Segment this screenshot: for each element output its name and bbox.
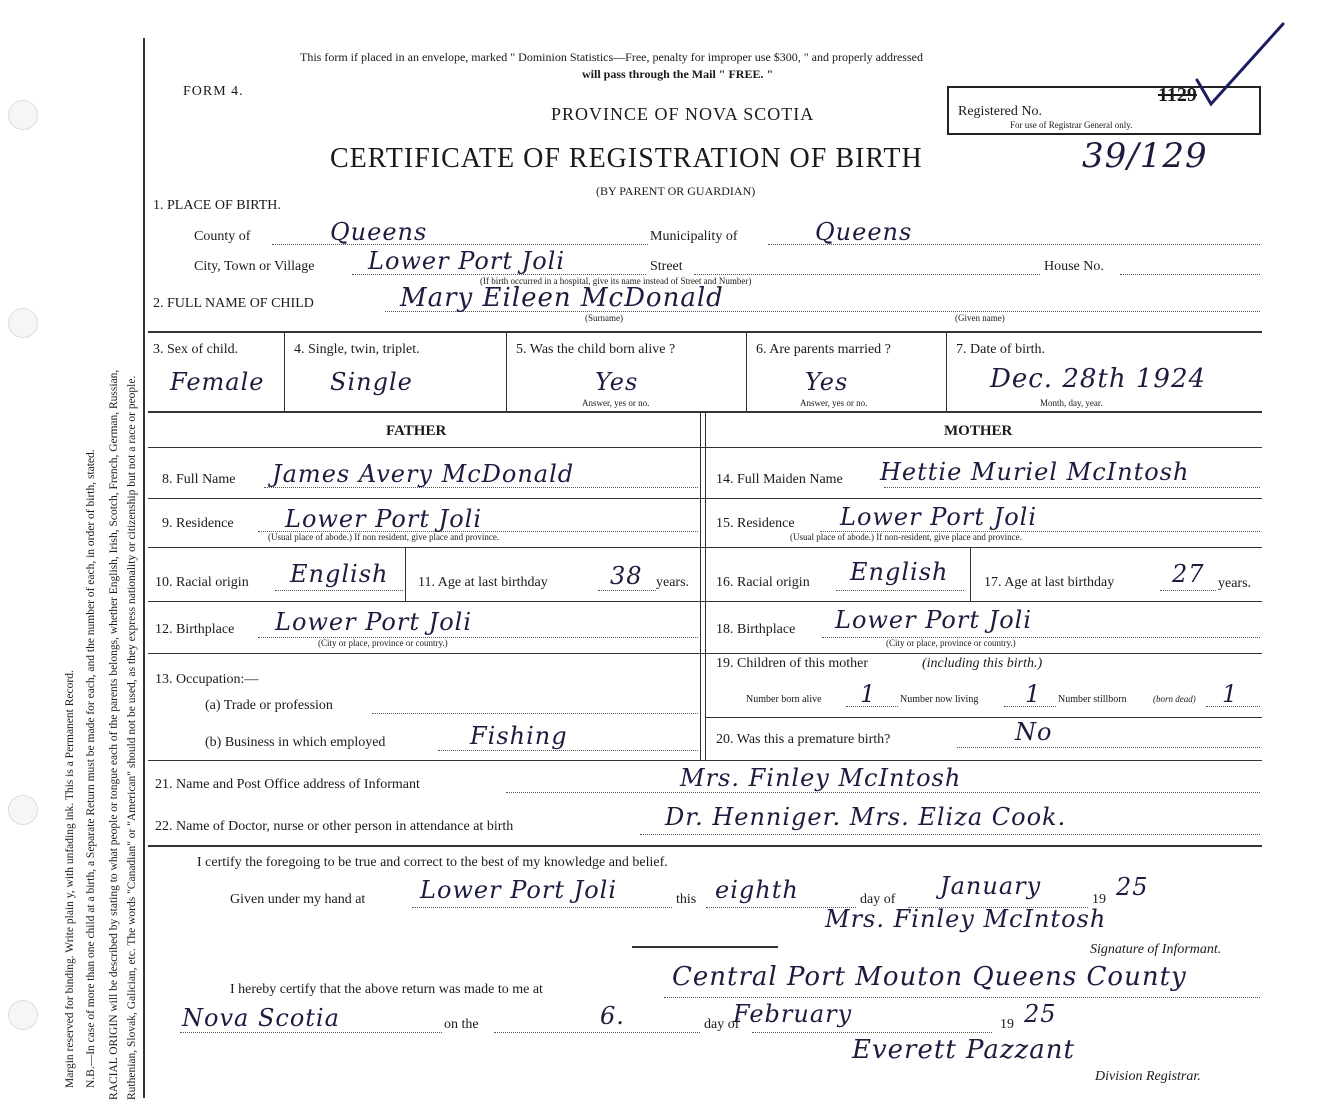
house-number-line [1120,274,1260,275]
county-value: Queens [330,218,428,246]
born-alive-label: 5. Was the child born alive ? [516,342,676,357]
mother-racial-origin-line [836,590,964,591]
stillborn-note: (born dead) [1153,694,1196,704]
mother-racial-origin-value: English [850,558,949,586]
surname-caption: (Surname) [585,313,623,323]
registrar-day-value: 6. [600,1002,625,1030]
mother-birthplace-label: 18. Birthplace [716,622,796,637]
mother-racial-origin-label: 16. Racial origin [716,575,810,590]
plurality-label: 4. Single, twin, triplet. [294,342,420,357]
registered-struck-number: 1129 [1158,84,1197,106]
side-note-line-1: Margin reserved for binding. Write plain y, with unfading ink. This is a Permanent Record. [64,670,76,1088]
parents-married-label: 6. Are parents married ? [756,342,891,357]
mother-residence-caption: (Usual place of abode.) If non-resident, give place and province. [790,532,1022,542]
informant-line [506,792,1260,793]
registrar-signature: Everett Pazzant [852,1035,1075,1065]
mother-age-line [1160,590,1216,591]
father-racial-origin-label: 10. Racial origin [155,575,249,590]
stillborn-label: Number stillborn [1058,694,1127,705]
rule-line [148,547,1262,548]
rule-line [746,331,747,411]
born-alive-count-value: 1 [860,680,877,708]
mother-years-label: years. [1218,576,1252,591]
registrar-place-value-2: Nova Scotia [182,1004,340,1032]
rule-line [148,760,1262,761]
father-racial-origin-line [275,590,403,591]
plurality-value: Single [330,368,413,396]
father-birthplace-value: Lower Port Joli [275,608,473,636]
parents-married-value: Yes [805,368,849,396]
registered-label: Registered No. [958,104,1042,119]
given-place-value: Lower Port Joli [420,876,618,904]
father-residence-caption: (Usual place of abode.) If non resident, give place and province. [268,532,500,542]
given-label: Given under my hand at [230,892,366,907]
certificate-title: CERTIFICATE OF REGISTRATION OF BIRTH [330,143,923,174]
street-note: (If birth occurred in a hospital, give its name instead of Street and Number) [480,276,752,286]
occupation-label: 13. Occupation:— [155,672,259,687]
doctor-label: 22. Name of Doctor, nurse or other person in attendance at birth [155,819,514,834]
trade-line [372,713,698,714]
children-label: 19. Children of this mother [716,656,869,671]
registrar-month-value: February [733,1000,853,1028]
now-living-label: Number now living [900,694,979,705]
county-label: County of [194,229,251,244]
registrar-place-value: Central Port Mouton Queens County [672,962,1187,992]
given-year-prefix: 19 [1092,892,1106,907]
mother-birthplace-value: Lower Port Joli [835,606,1033,634]
registrar-day-of-label: day of [704,1017,740,1032]
registrar-month-line [752,1032,992,1033]
answer-caption: Answer, yes or no. [800,398,868,408]
father-years-label: years. [656,575,690,590]
binding-margin-line [143,38,145,1098]
registrar-place-line-2 [180,1032,442,1033]
father-birthplace-caption: (City or place, province or country.) [318,638,448,648]
father-name-value: James Avery McDonald [272,460,575,488]
separator-line [632,946,778,948]
rule-line [148,601,1262,602]
given-year-value: 25 [1116,873,1149,901]
city-label: City, Town or Village [194,259,315,274]
premature-label: 20. Was this a premature birth? [716,732,891,747]
mother-age-value: 27 [1172,560,1205,588]
mother-residence-label: 15. Residence [716,516,795,531]
certificate-subtitle: (BY PARENT OR GUARDIAN) [596,184,756,198]
rule-line [148,447,1262,448]
form-number: FORM 4. [183,84,244,99]
premature-value: No [1015,718,1053,746]
registrar-certify-text: I hereby certify that the above return was made to me at [230,982,543,997]
child-name-value: Mary Eileen McDonald [400,283,724,313]
mother-heading: MOTHER [944,423,1013,439]
rule-line [284,331,285,411]
house-number-label: House No. [1044,259,1104,274]
mother-name-label: 14. Full Maiden Name [716,472,843,487]
father-residence-label: 9. Residence [162,516,234,531]
date-of-birth-caption: Month, day, year. [1040,398,1103,408]
registrar-signature-caption: Division Registrar. [1095,1069,1201,1084]
mother-age-label: 17. Age at last birthday [984,575,1115,590]
children-note: (including this birth.) [922,656,1043,671]
given-name-caption: (Given name) [955,313,1005,323]
envelope-note-2: will pass through the Mail " FREE. " [582,67,774,81]
child-name-label: 2. FULL NAME OF CHILD [153,296,314,311]
registrar-place-line [664,997,1260,998]
father-age-value: 38 [610,562,643,590]
certify-text: I certify the foregoing to be true and correct to the best of my knowledge and belief. [197,855,668,870]
trade-label: (a) Trade or profession [205,698,333,713]
date-of-birth-label: 7. Date of birth. [956,342,1046,357]
informant-signature-caption: Signature of Informant. [1090,942,1222,957]
informant-signature: Mrs. Finley McIntosh [825,905,1107,933]
rule-line [148,845,1262,847]
father-name-label: 8. Full Name [162,472,236,487]
born-alive-count-label: Number born alive [746,694,822,705]
envelope-note-1: This form if placed in an envelope, marked " Dominion Statistics—Free, penalty for improper use $300, " and properly addressed [300,50,923,64]
rule-line [970,547,971,601]
street-label: Street [650,259,683,274]
informant-label: 21. Name and Post Office address of Informant [155,777,420,792]
father-residence-value: Lower Port Joli [285,505,483,533]
rule-line [148,653,1262,654]
place-of-birth-label: 1. PLACE OF BIRTH. [153,198,281,213]
business-line [438,750,698,751]
given-month-value: January [940,872,1042,900]
rule-line [405,547,406,601]
mother-residence-value: Lower Port Joli [840,503,1038,531]
registrar-year-prefix: 19 [1000,1017,1014,1032]
county-line [272,244,648,245]
date-of-birth-value: Dec. 28th 1924 [990,364,1207,394]
doctor-line [640,834,1260,835]
column-divider [700,411,701,760]
premature-line [957,747,1260,748]
father-age-label: 11. Age at last birthday [418,575,548,590]
given-place-line [412,907,672,908]
father-age-line [598,590,656,591]
mother-birthplace-caption: (City or place, province or country.) [886,638,1016,648]
informant-value: Mrs. Finley McIntosh [680,764,962,792]
rule-line [148,331,1262,333]
this-label: this [676,892,697,907]
punch-hole [8,1000,38,1030]
given-day-value: eighth [715,876,799,904]
business-value: Fishing [470,722,568,750]
sex-value: Female [170,368,265,396]
registrar-general-note: For use of Registrar General only. [1010,120,1133,130]
stillborn-value: 1 [1222,680,1239,708]
now-living-value: 1 [1025,680,1042,708]
punch-hole [8,100,38,130]
registrar-day-line [494,1032,700,1033]
rule-line [946,331,947,411]
father-racial-origin-value: English [290,560,389,588]
registrar-on-the-label: on the [444,1017,479,1032]
doctor-value: Dr. Henniger. Mrs. Eliza Cook. [665,803,1067,831]
side-note-line-4: Ruthenian, Slovak, Galician, etc. The words "Canadian" or "American" should not be used, as they express nationality or citizenship but not a race or people. [126,375,138,1100]
given-day-of-label: day of [860,892,896,907]
check-mark-icon [1195,20,1290,110]
rule-line [506,331,507,411]
punch-hole [8,795,38,825]
rule-line [706,717,1262,718]
rule-line [148,498,1262,499]
column-divider [705,411,706,760]
side-note-line-2: N.B.—In case of more than one child at a birth, a Separate Return must be made for each, and the number of each, in order of birth, stated. [85,449,97,1088]
mother-name-line [884,487,1260,488]
punch-hole [8,308,38,338]
sex-label: 3. Sex of child. [153,342,239,357]
business-label: (b) Business in which employed [205,735,386,750]
municipality-value: Queens [815,218,913,246]
mother-name-value: Hettie Muriel McIntosh [880,458,1190,486]
municipality-label: Municipality of [650,229,738,244]
side-note-line-3: RACIAL ORIGIN will be described by stating to what people or tongue each of the parents belongs, whether English, Irish, Scotch, French, German, Russian, [108,369,120,1100]
province-heading: PROVINCE OF NOVA SCOTIA [551,104,815,124]
born-alive-value: Yes [595,368,639,396]
answer-caption: Answer, yes or no. [582,398,650,408]
street-line [694,274,1040,275]
registrar-year-value: 25 [1024,1000,1057,1028]
city-value: Lower Port Joli [368,247,566,275]
handwritten-registration-number: 39/129 [1082,136,1208,176]
father-heading: FATHER [386,423,447,439]
father-birthplace-label: 12. Birthplace [155,622,235,637]
